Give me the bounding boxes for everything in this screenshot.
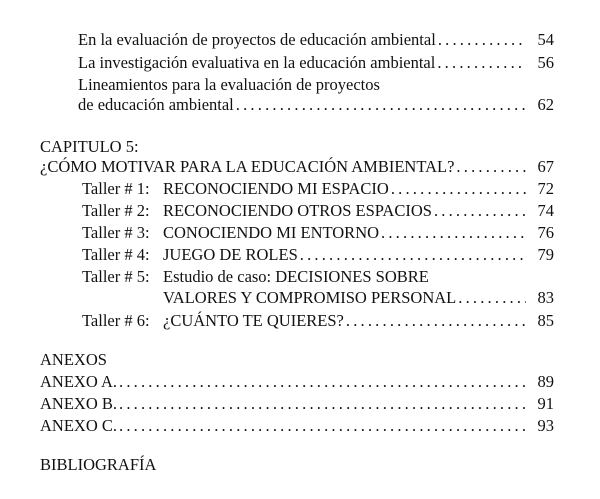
leader-dots bbox=[346, 311, 526, 331]
leader-dots bbox=[438, 30, 526, 50]
taller-entry-2 bbox=[163, 201, 554, 221]
toc-entry-page: 62 bbox=[537, 95, 554, 114]
bibliografia-heading: BIBLIOGRAFÍA bbox=[40, 455, 157, 474]
leader-dots bbox=[236, 95, 526, 115]
toc-entry-lineamientos bbox=[78, 95, 554, 115]
leader-dots bbox=[119, 372, 526, 392]
leader-dots bbox=[381, 223, 526, 243]
toc-entry-text: La investigación evaluativa en la educación ambiental bbox=[78, 53, 436, 72]
taller-title: JUEGO DE ROLES bbox=[163, 245, 298, 264]
leader-dots bbox=[437, 53, 526, 73]
taller-page: 79 bbox=[537, 245, 554, 264]
taller-page: 74 bbox=[537, 201, 554, 220]
anexos-heading: ANEXOS bbox=[40, 350, 107, 369]
leader-dots bbox=[456, 157, 526, 177]
anexo-title: ANEXO B. bbox=[40, 394, 117, 413]
toc-entry-text: de educación ambiental bbox=[78, 95, 234, 114]
chapter-page: 67 bbox=[537, 157, 554, 176]
leader-dots bbox=[119, 394, 526, 414]
taller-label: Taller # 1: bbox=[82, 179, 150, 198]
taller-title: RECONOCIENDO MI ESPACIO bbox=[163, 179, 389, 198]
leader-dots bbox=[434, 201, 526, 221]
taller-entry-1 bbox=[163, 179, 554, 199]
anexo-title: ANEXO C. bbox=[40, 416, 117, 435]
taller-page: 72 bbox=[537, 179, 554, 198]
anexo-page: 91 bbox=[537, 394, 554, 413]
leader-dots bbox=[391, 179, 526, 199]
leader-dots bbox=[119, 416, 526, 436]
taller-entry-3 bbox=[163, 223, 554, 243]
taller-label: Taller # 4: bbox=[82, 245, 150, 264]
leader-dots bbox=[300, 245, 526, 265]
taller-page: 83 bbox=[537, 288, 554, 307]
toc-entry-lineamientos-line1: Lineamientos para la evaluación de proyectos bbox=[78, 75, 380, 94]
taller-label: Taller # 2: bbox=[82, 201, 150, 220]
chapter-title-entry bbox=[40, 157, 554, 177]
anexo-entry-a bbox=[40, 372, 554, 392]
anexo-entry-b bbox=[40, 394, 554, 414]
taller-title: ¿CUÁNTO TE QUIERES? bbox=[163, 311, 344, 330]
taller-entry-4 bbox=[163, 245, 554, 265]
toc-entry-page: 54 bbox=[537, 30, 554, 49]
anexo-page: 89 bbox=[537, 372, 554, 391]
chapter-label: CAPITULO 5: bbox=[40, 137, 139, 156]
taller-label: Taller # 3: bbox=[82, 223, 150, 242]
leader-dots bbox=[458, 288, 526, 308]
taller-page: 76 bbox=[537, 223, 554, 242]
taller-label: Taller # 5: bbox=[82, 267, 150, 286]
taller-entry-6 bbox=[163, 311, 554, 331]
taller-entry-5 bbox=[163, 288, 554, 308]
taller-label: Taller # 6: bbox=[82, 311, 150, 330]
toc-entry-investigacion-evaluativa bbox=[78, 53, 554, 73]
anexo-entry-c bbox=[40, 416, 554, 436]
taller-5-line1: Estudio de caso: DECISIONES SOBRE bbox=[163, 267, 429, 286]
taller-page: 85 bbox=[537, 311, 554, 330]
taller-title: RECONOCIENDO OTROS ESPACIOS bbox=[163, 201, 432, 220]
anexo-page: 93 bbox=[537, 416, 554, 435]
toc-entry-page: 56 bbox=[537, 53, 554, 72]
toc-entry-evaluacion-proyectos bbox=[78, 30, 554, 50]
toc-entry-text: En la evaluación de proyectos de educación ambiental bbox=[78, 30, 436, 49]
taller-title: VALORES Y COMPROMISO PERSONAL bbox=[163, 288, 457, 307]
taller-title: CONOCIENDO MI ENTORNO bbox=[163, 223, 380, 242]
anexo-title: ANEXO A. bbox=[40, 372, 117, 391]
chapter-title: ¿CÓMO MOTIVAR PARA LA EDUCACIÓN AMBIENTAL? bbox=[40, 157, 455, 176]
